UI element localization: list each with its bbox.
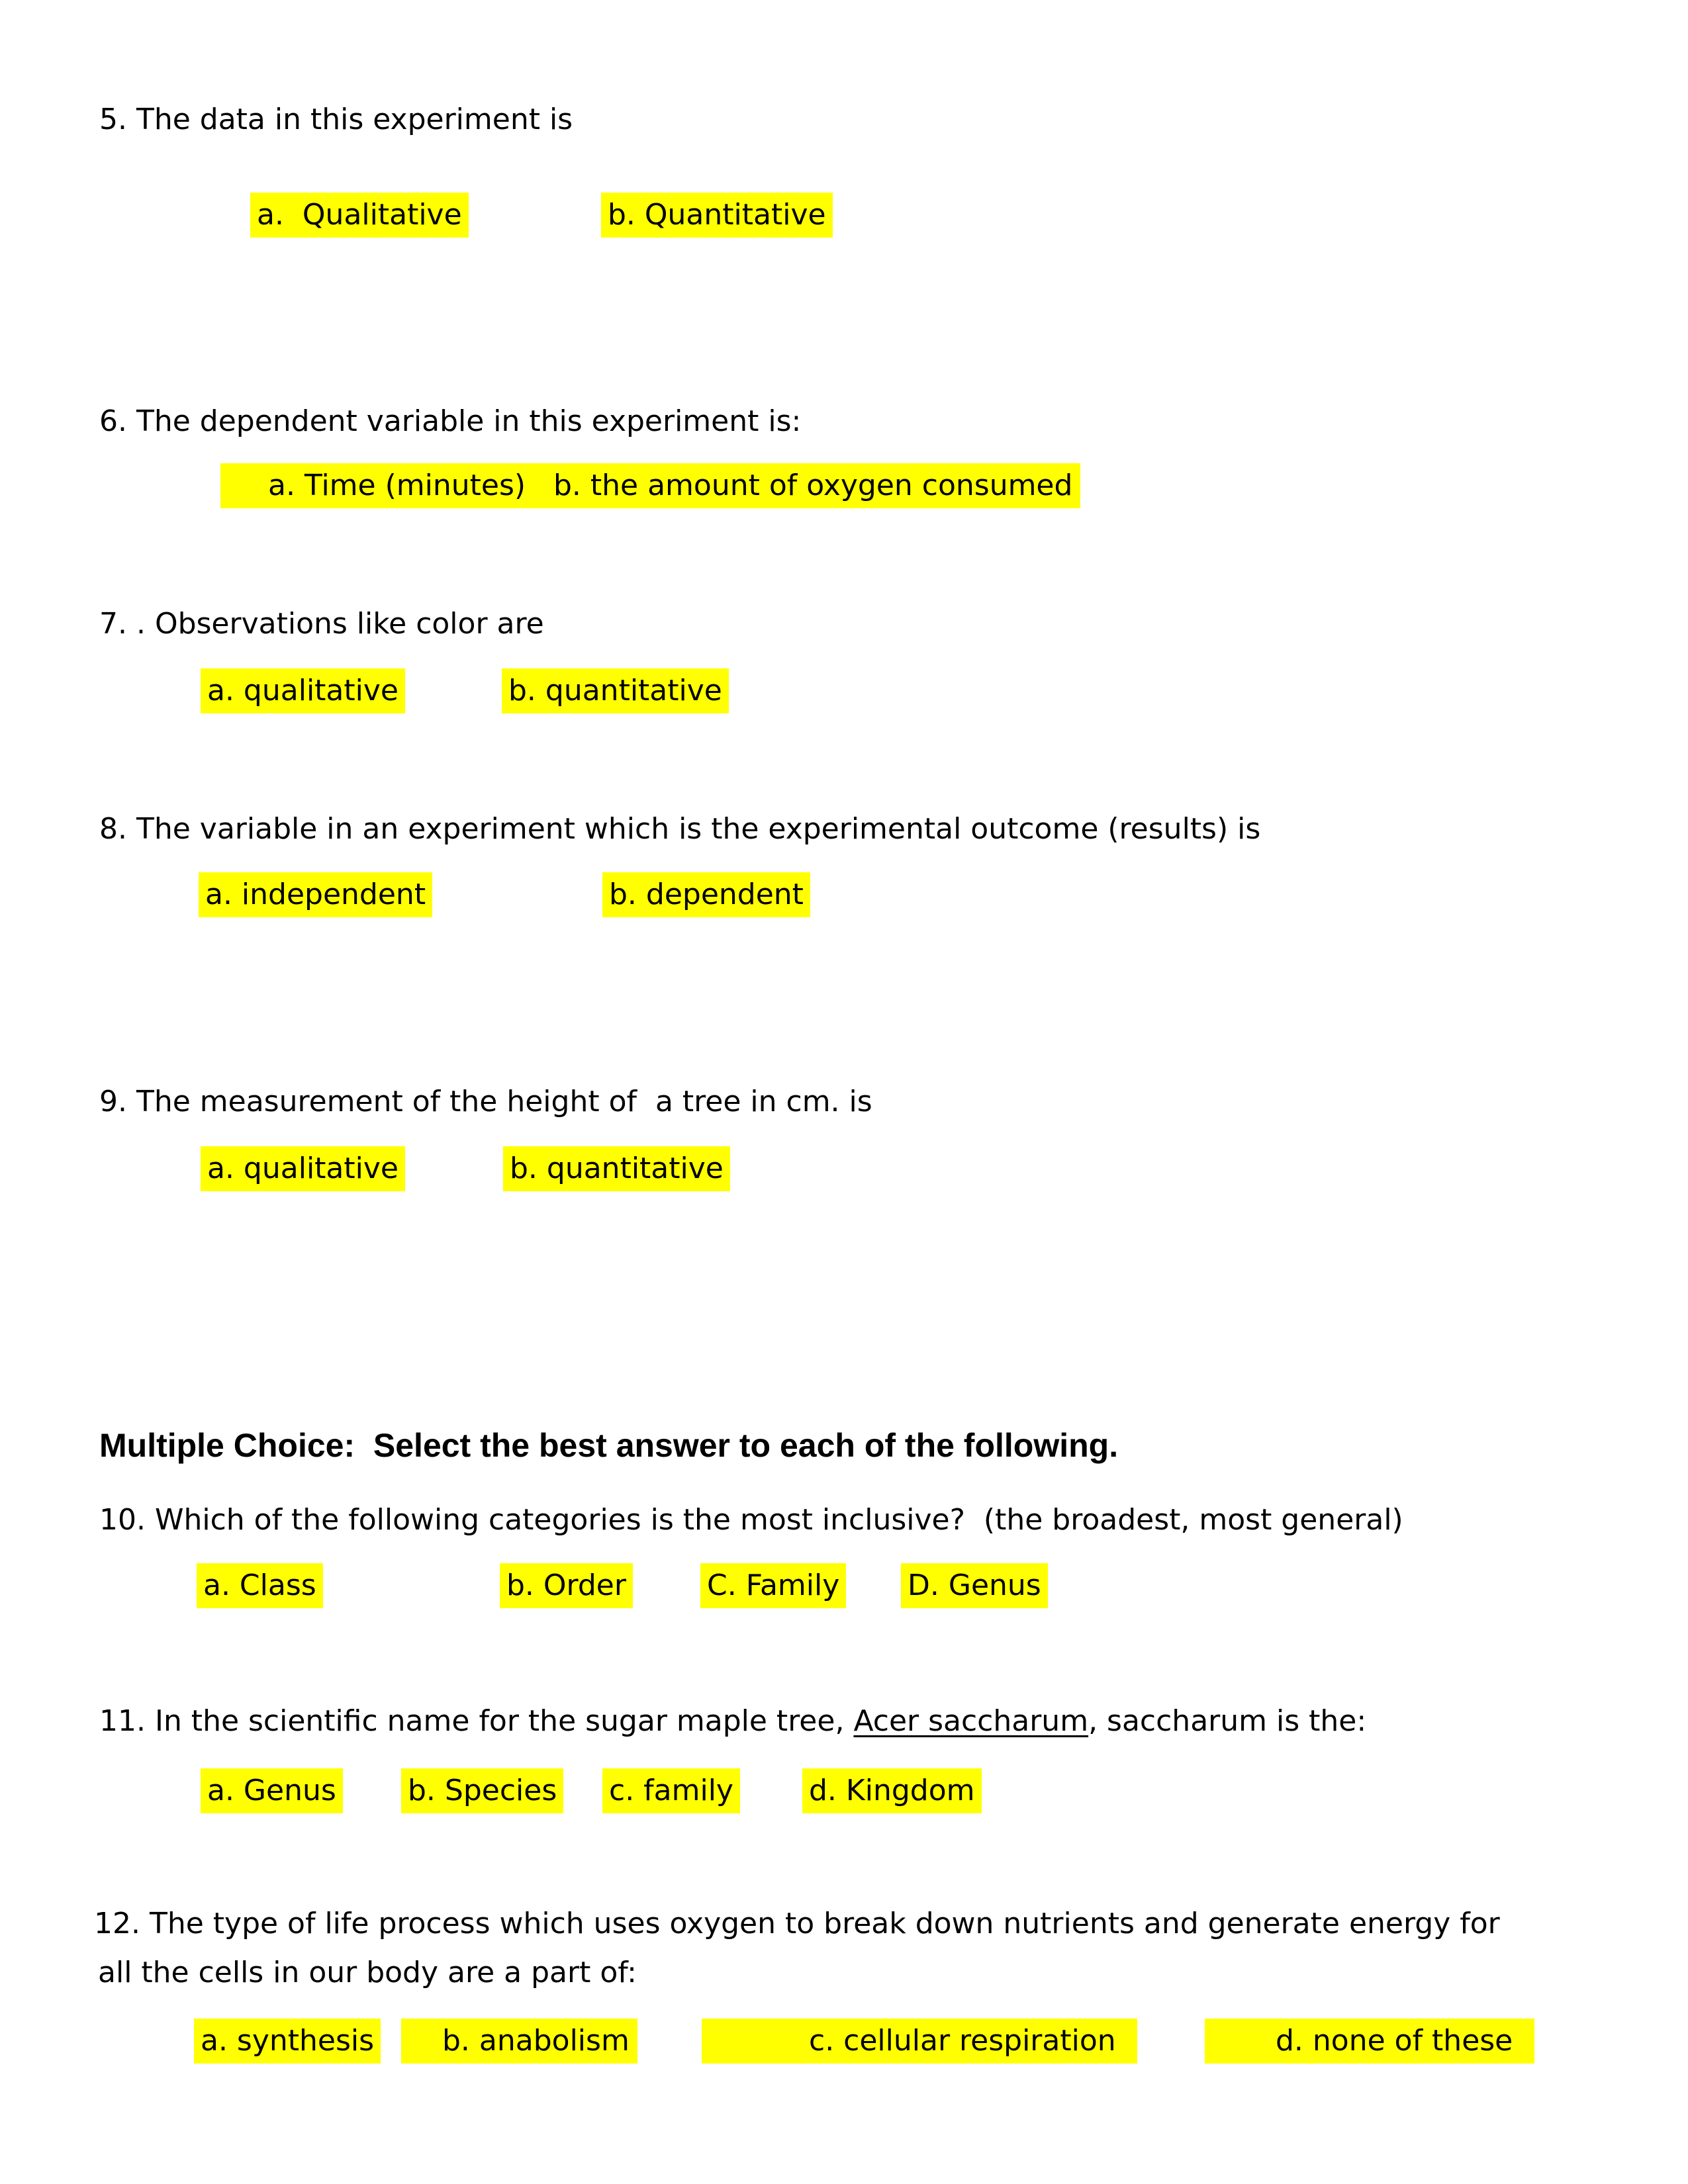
question-11-text-after: , saccharum is the: — [1088, 1704, 1367, 1738]
question-10-option-b: b. Order — [500, 1563, 633, 1608]
question-11-text-before: 11. In the scientific name for the sugar maple tree, — [99, 1704, 854, 1738]
question-7-text: 7. . Observations like color are — [99, 607, 544, 641]
question-9-option-a: a. qualitative — [201, 1146, 405, 1191]
question-5-option-a: a. Qualitative — [250, 193, 469, 238]
question-11-underlined-term: Acer saccharum — [853, 1704, 1089, 1738]
question-12-text-line1: 12. The type of life process which uses oxygen to break down nutrients and generate energy for — [94, 1907, 1500, 1940]
question-8-text: 8. The variable in an experiment which is the experimental outcome (results) is — [99, 812, 1261, 846]
question-10-option-d: D. Genus — [901, 1563, 1048, 1608]
question-11-option-b: b. Species — [401, 1768, 563, 1813]
question-8-option-a: a. independent — [199, 872, 432, 917]
question-6-option-ab: a. Time (minutes) b. the amount of oxygen consumed — [220, 463, 1080, 508]
question-11-text — [99, 1702, 1366, 1741]
section-heading-multiple-choice: Multiple Choice: Select the best answer to each of the following. — [99, 1427, 1119, 1464]
question-11-option-d: d. Kingdom — [802, 1768, 982, 1813]
question-10-text: 10. Which of the following categories is the most inclusive? (the broadest, most general) — [99, 1503, 1403, 1537]
question-5-text: 5. The data in this experiment is — [99, 103, 573, 136]
question-9-option-b: b. quantitative — [503, 1146, 730, 1191]
question-9-text: 9. The measurement of the height of a tree in cm. is — [99, 1085, 872, 1118]
question-7-option-b: b. quantitative — [502, 668, 729, 713]
question-10-option-a: a. Class — [197, 1563, 323, 1608]
question-12-option-a: a. synthesis — [194, 2019, 381, 2064]
question-6-text: 6. The dependent variable in this experiment is: — [99, 404, 802, 438]
question-12-text-line2: all the cells in our body are a part of: — [98, 1956, 637, 1989]
question-11-option-a: a. Genus — [201, 1768, 343, 1813]
question-12-option-d: d. none of these — [1205, 2019, 1534, 2064]
question-12-option-b: b. anabolism — [401, 2019, 637, 2064]
question-7-option-a: a. qualitative — [201, 668, 405, 713]
question-12-option-c: c. cellular respiration — [702, 2019, 1137, 2064]
question-11-option-c: c. family — [602, 1768, 740, 1813]
question-8-option-b: b. dependent — [602, 872, 810, 917]
question-10-option-c: C. Family — [700, 1563, 846, 1608]
question-5-option-b: b. Quantitative — [601, 193, 833, 238]
